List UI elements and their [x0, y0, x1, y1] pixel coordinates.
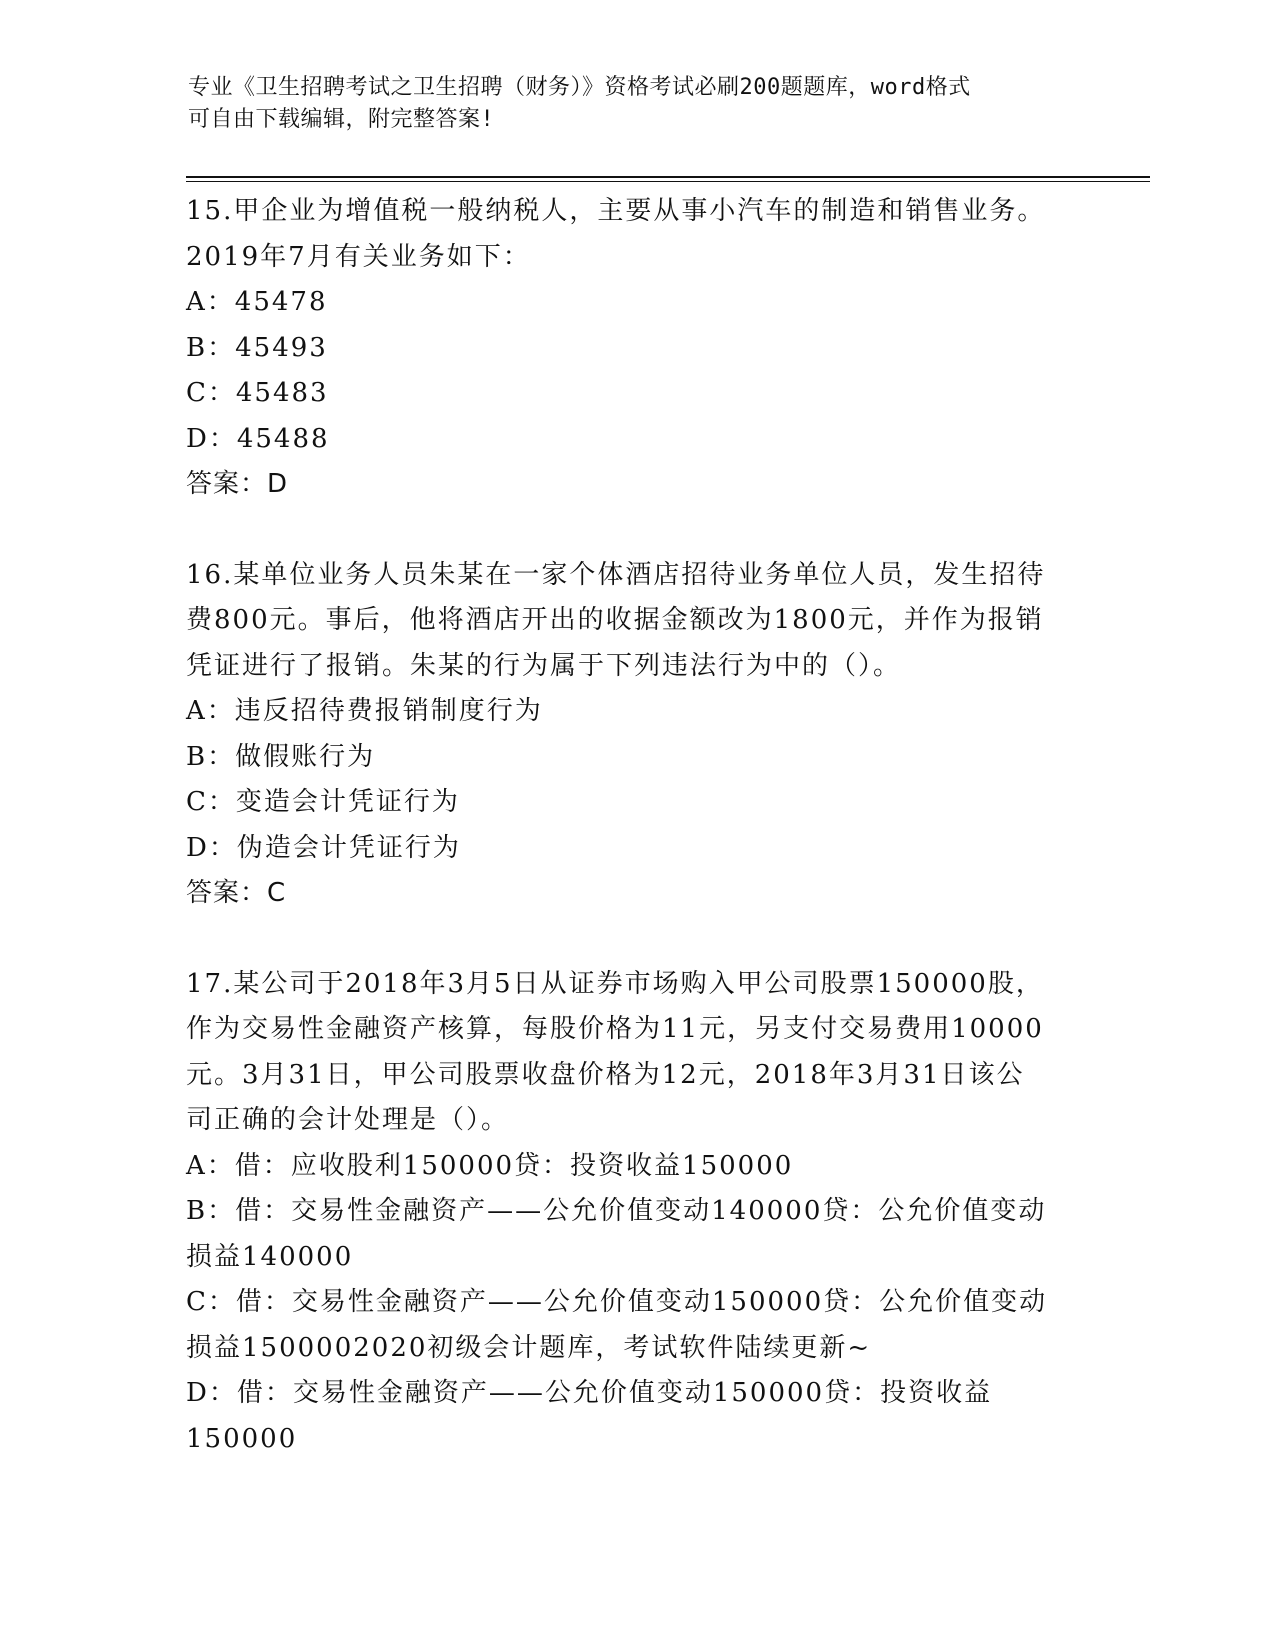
answer-line: 答案：C: [186, 878, 287, 908]
question-15: [186, 189, 1086, 508]
question-stem-line: 2019年7月有关业务如下：: [186, 241, 531, 272]
option-d: D：45488: [186, 423, 330, 454]
question-stem-line: 16.某单位业务人员朱某在一家个体酒店招待业务单位人员，发生招待: [186, 559, 1046, 590]
option-c: C：变造会计凭证行为: [186, 787, 460, 817]
option-c: C：借：交易性金融资产——公允价值变动150000贷：公允价值变动: [186, 1287, 1048, 1317]
question-stem-line: 元。3月31日，甲公司股票收盘价格为12元，2018年3月31日该公: [186, 1059, 1025, 1090]
option-a: A：违反招待费报销制度行为: [186, 696, 543, 726]
option-a: A：45478: [186, 287, 328, 317]
option-c: C：45483: [186, 378, 329, 408]
option-b: B：做假账行为: [186, 741, 376, 772]
question-stem-line: 作为交易性金融资产核算，每股价格为11元，另支付交易费用10000: [186, 1014, 1044, 1044]
option-b: B：45493: [186, 332, 328, 363]
header-divider-thin: [186, 181, 1150, 182]
option-d-continued: 150000: [186, 1423, 298, 1454]
option-b-continued: 损益140000: [186, 1241, 354, 1272]
option-a: A：借：应收股利150000贷：投资收益150000: [186, 1150, 794, 1181]
header-line-1: 专业《卫生招聘考试之卫生招聘（财务）》资格考试必刷200题题库，word格式: [188, 75, 971, 100]
question-stem-line: 凭证进行了报销。朱某的行为属于下列违法行为中的（）。: [186, 650, 902, 681]
question-stem-line: 费800元。事后，他将酒店开出的收据金额改为1800元，并作为报销: [186, 605, 1044, 635]
question-16: [186, 553, 1086, 917]
question-stem-line: 15.甲企业为增值税一般纳税人，主要从事小汽车的制造和销售业务。: [186, 196, 1046, 226]
question-stem-line: 司正确的会计处理是（）。: [186, 1105, 510, 1135]
question-list: [186, 189, 1086, 1462]
option-d: D：伪造会计凭证行为: [186, 832, 461, 863]
question-17: [186, 962, 1086, 1463]
header-line-2: 可自由下载编辑，附完整答案!: [188, 107, 495, 132]
document-header: [188, 72, 1068, 136]
option-d: D：借：交易性金融资产——公允价值变动150000贷：投资收益: [186, 1378, 993, 1408]
question-stem-line: 17.某公司于2018年3月5日从证券市场购入甲公司股票150000股，: [186, 968, 1044, 999]
header-divider-thick: [186, 176, 1150, 178]
answer-line: 答案：D: [186, 469, 289, 499]
option-b: B：借：交易性金融资产——公允价值变动140000贷：公允价值变动: [186, 1196, 1047, 1226]
option-c-continued: 损益1500002020初级会计题库，考试软件陆续更新~: [186, 1332, 872, 1363]
